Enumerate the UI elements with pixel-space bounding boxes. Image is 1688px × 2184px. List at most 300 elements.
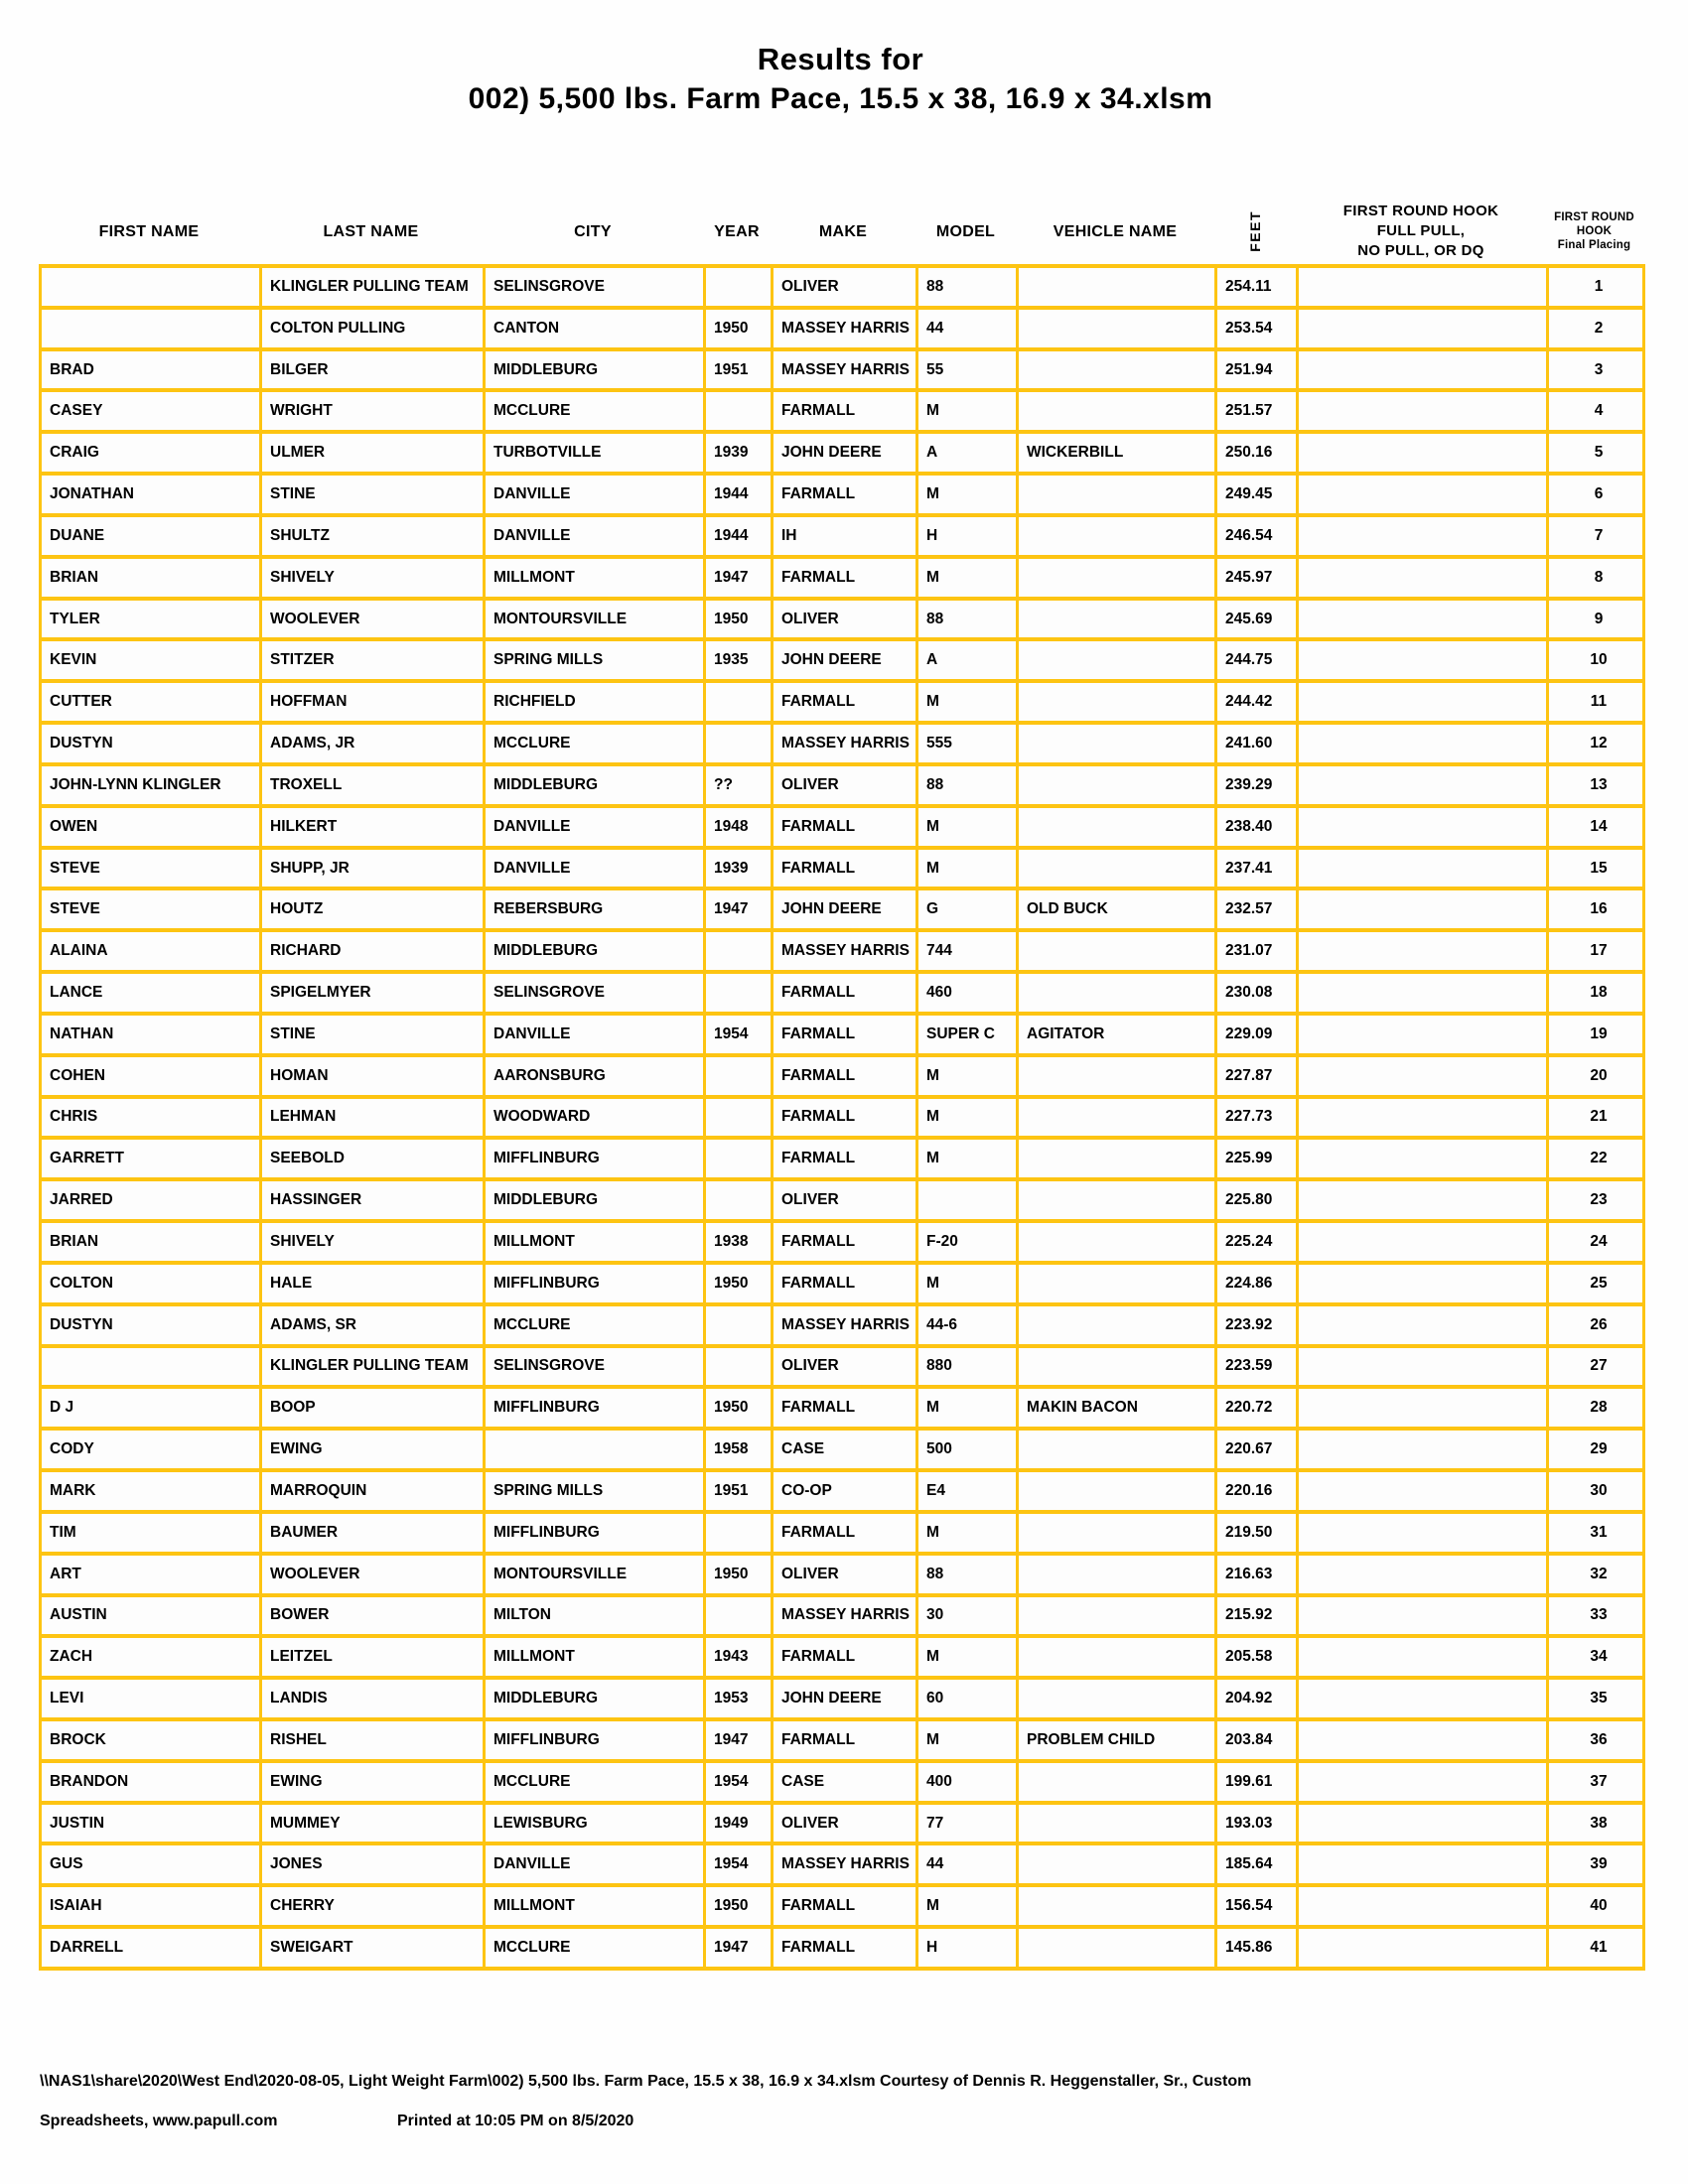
cell-vehicle-name <box>1018 723 1216 764</box>
cell-last-name: ADAMS, JR <box>261 723 485 764</box>
cell-first-name: GUS <box>41 1843 261 1885</box>
cell-final-placing: 39 <box>1548 1843 1644 1885</box>
cell-feet: 238.40 <box>1216 806 1298 848</box>
cell-feet: 185.64 <box>1216 1843 1298 1885</box>
cell-final-placing: 5 <box>1548 432 1644 474</box>
cell-year: 1947 <box>705 888 773 930</box>
cell-vehicle-name <box>1018 1636 1216 1678</box>
cell-last-name: HASSINGER <box>261 1179 485 1221</box>
cell-last-name: LANDIS <box>261 1678 485 1719</box>
cell-city: DANVILLE <box>485 474 705 515</box>
cell-first-round-hook <box>1298 1097 1548 1139</box>
table-row <box>41 1138 1644 1179</box>
cell-vehicle-name <box>1018 806 1216 848</box>
cell-model: M <box>917 1097 1018 1139</box>
table-row <box>41 723 1644 764</box>
cell-last-name: TROXELL <box>261 764 485 806</box>
cell-first-name: CASEY <box>41 390 261 432</box>
cell-year: 1950 <box>705 1885 773 1927</box>
cell-first-name: TIM <box>41 1512 261 1554</box>
cell-final-placing: 20 <box>1548 1055 1644 1097</box>
cell-feet: 145.86 <box>1216 1927 1298 1969</box>
cell-make: MASSEY HARRIS <box>773 1595 917 1637</box>
table-row <box>41 1014 1644 1055</box>
column-header-label: VEHICLE NAME <box>1053 222 1178 240</box>
cell-vehicle-name <box>1018 848 1216 889</box>
cell-feet: 245.97 <box>1216 557 1298 599</box>
cell-vehicle-name <box>1018 1304 1216 1346</box>
cell-city: MIFFLINBURG <box>485 1512 705 1554</box>
cell-make: OLIVER <box>773 266 917 308</box>
cell-model: M <box>917 806 1018 848</box>
cell-first-name: BRIAN <box>41 557 261 599</box>
cell-first-round-hook <box>1298 1803 1548 1844</box>
table-row <box>41 1885 1644 1927</box>
cell-year: 1944 <box>705 474 773 515</box>
cell-vehicle-name <box>1018 639 1216 681</box>
cell-first-name: D J <box>41 1387 261 1429</box>
cell-first-name <box>41 266 261 308</box>
cell-vehicle-name <box>1018 557 1216 599</box>
cell-first-name: KEVIN <box>41 639 261 681</box>
cell-model: 744 <box>917 930 1018 972</box>
cell-first-round-hook <box>1298 1304 1548 1346</box>
cell-last-name: STINE <box>261 474 485 515</box>
cell-city: SELINSGROVE <box>485 1346 705 1388</box>
table-row <box>41 1346 1644 1388</box>
results-tbody <box>41 266 1644 1969</box>
cell-year: 1954 <box>705 1843 773 1885</box>
cell-make: JOHN DEERE <box>773 432 917 474</box>
cell-final-placing: 28 <box>1548 1387 1644 1429</box>
cell-first-name: DARRELL <box>41 1927 261 1969</box>
cell-first-name: TYLER <box>41 599 261 640</box>
cell-city: MILLMONT <box>485 1221 705 1263</box>
table-row <box>41 308 1644 349</box>
cell-make: FARMALL <box>773 474 917 515</box>
column-header-first-name <box>39 199 259 264</box>
cell-first-round-hook <box>1298 1678 1548 1719</box>
table-row <box>41 390 1644 432</box>
cell-city: MCCLURE <box>485 1761 705 1803</box>
cell-city: LEWISBURG <box>485 1803 705 1844</box>
cell-first-name: CRAIG <box>41 432 261 474</box>
cell-make: OLIVER <box>773 1346 917 1388</box>
cell-year <box>705 723 773 764</box>
cell-vehicle-name <box>1018 1346 1216 1388</box>
results-table <box>39 264 1645 1971</box>
cell-final-placing: 35 <box>1548 1678 1644 1719</box>
cell-year: 1954 <box>705 1014 773 1055</box>
cell-last-name: SEEBOLD <box>261 1138 485 1179</box>
cell-last-name: HOMAN <box>261 1055 485 1097</box>
cell-model: M <box>917 1263 1018 1304</box>
column-header-label: MAKE <box>818 222 868 240</box>
cell-vehicle-name <box>1018 1179 1216 1221</box>
cell-final-placing: 11 <box>1548 681 1644 723</box>
cell-final-placing: 31 <box>1548 1512 1644 1554</box>
cell-model: M <box>917 1885 1018 1927</box>
cell-final-placing: 19 <box>1548 1014 1644 1055</box>
cell-city: MCCLURE <box>485 1927 705 1969</box>
column-header-last-name <box>259 199 483 264</box>
cell-vehicle-name: WICKERBILL <box>1018 432 1216 474</box>
cell-feet: 230.08 <box>1216 972 1298 1014</box>
cell-last-name: MARROQUIN <box>261 1470 485 1512</box>
column-header-vehicle-name <box>1016 199 1214 264</box>
cell-final-placing: 27 <box>1548 1346 1644 1388</box>
cell-last-name: RISHEL <box>261 1719 485 1761</box>
cell-make: FARMALL <box>773 1097 917 1139</box>
cell-feet: 232.57 <box>1216 888 1298 930</box>
cell-year <box>705 1097 773 1139</box>
cell-make: OLIVER <box>773 764 917 806</box>
table-row <box>41 1803 1644 1844</box>
cell-model: 400 <box>917 1761 1018 1803</box>
cell-city: MILTON <box>485 1595 705 1637</box>
cell-last-name: MUMMEY <box>261 1803 485 1844</box>
cell-first-name: ISAIAH <box>41 1885 261 1927</box>
cell-year: 1951 <box>705 1470 773 1512</box>
cell-model: M <box>917 390 1018 432</box>
cell-last-name: JONES <box>261 1843 485 1885</box>
cell-year: 1951 <box>705 349 773 391</box>
cell-first-name: CHRIS <box>41 1097 261 1139</box>
cell-make: JOHN DEERE <box>773 639 917 681</box>
cell-city: MCCLURE <box>485 390 705 432</box>
cell-last-name: SWEIGART <box>261 1927 485 1969</box>
cell-model <box>917 1179 1018 1221</box>
cell-vehicle-name <box>1018 515 1216 557</box>
cell-first-name: COHEN <box>41 1055 261 1097</box>
cell-make: FARMALL <box>773 1387 917 1429</box>
cell-final-placing: 37 <box>1548 1761 1644 1803</box>
cell-model: M <box>917 848 1018 889</box>
cell-first-round-hook <box>1298 1719 1548 1761</box>
table-row <box>41 930 1644 972</box>
cell-last-name: LEHMAN <box>261 1097 485 1139</box>
cell-vehicle-name: OLD BUCK <box>1018 888 1216 930</box>
cell-final-placing: 25 <box>1548 1263 1644 1304</box>
cell-city: MILLMONT <box>485 557 705 599</box>
cell-city: MIDDLEBURG <box>485 930 705 972</box>
cell-vehicle-name <box>1018 1512 1216 1554</box>
cell-last-name: STINE <box>261 1014 485 1055</box>
cell-feet: 246.54 <box>1216 515 1298 557</box>
cell-last-name: LEITZEL <box>261 1636 485 1678</box>
cell-year: 1950 <box>705 1263 773 1304</box>
cell-first-round-hook <box>1298 1843 1548 1885</box>
cell-first-round-hook <box>1298 515 1548 557</box>
cell-first-name: DUANE <box>41 515 261 557</box>
cell-first-name: CUTTER <box>41 681 261 723</box>
cell-make: MASSEY HARRIS <box>773 308 917 349</box>
column-header-label: YEAR <box>714 222 760 240</box>
column-header-label: LAST NAME <box>323 222 419 240</box>
cell-first-round-hook <box>1298 806 1548 848</box>
cell-model: M <box>917 1138 1018 1179</box>
column-header-first-round-hook <box>1296 199 1546 264</box>
cell-vehicle-name <box>1018 1138 1216 1179</box>
cell-model: M <box>917 1636 1018 1678</box>
cell-make: MASSEY HARRIS <box>773 1304 917 1346</box>
table-row <box>41 1387 1644 1429</box>
table-row <box>41 1221 1644 1263</box>
cell-feet: 245.69 <box>1216 599 1298 640</box>
cell-city: MIDDLEBURG <box>485 349 705 391</box>
table-row <box>41 474 1644 515</box>
cell-feet: 251.94 <box>1216 349 1298 391</box>
table-row <box>41 681 1644 723</box>
cell-first-round-hook <box>1298 1761 1548 1803</box>
cell-first-name: DUSTYN <box>41 1304 261 1346</box>
cell-first-name: ALAINA <box>41 930 261 972</box>
cell-first-name: CODY <box>41 1429 261 1470</box>
table-row <box>41 1179 1644 1221</box>
cell-last-name: BOOP <box>261 1387 485 1429</box>
cell-final-placing: 3 <box>1548 349 1644 391</box>
cell-feet: 241.60 <box>1216 723 1298 764</box>
cell-first-round-hook <box>1298 349 1548 391</box>
cell-final-placing: 12 <box>1548 723 1644 764</box>
cell-final-placing: 26 <box>1548 1304 1644 1346</box>
cell-last-name: BILGER <box>261 349 485 391</box>
cell-feet: 156.54 <box>1216 1885 1298 1927</box>
cell-first-round-hook <box>1298 1927 1548 1969</box>
cell-make: CASE <box>773 1429 917 1470</box>
cell-vehicle-name <box>1018 266 1216 308</box>
cell-feet: 204.92 <box>1216 1678 1298 1719</box>
cell-last-name: RICHARD <box>261 930 485 972</box>
cell-year: 1943 <box>705 1636 773 1678</box>
cell-year: 1947 <box>705 557 773 599</box>
cell-feet: 250.16 <box>1216 432 1298 474</box>
cell-first-name: JOHN-LYNN KLINGLER <box>41 764 261 806</box>
cell-make: FARMALL <box>773 1014 917 1055</box>
cell-make: FARMALL <box>773 1138 917 1179</box>
cell-final-placing: 33 <box>1548 1595 1644 1637</box>
cell-make: FARMALL <box>773 1263 917 1304</box>
cell-year <box>705 1304 773 1346</box>
cell-model: 88 <box>917 599 1018 640</box>
cell-last-name: HOFFMAN <box>261 681 485 723</box>
cell-model: 44-6 <box>917 1304 1018 1346</box>
cell-first-name: NATHAN <box>41 1014 261 1055</box>
column-header-feet <box>1214 199 1296 264</box>
cell-year: 1947 <box>705 1719 773 1761</box>
cell-final-placing: 13 <box>1548 764 1644 806</box>
cell-last-name: COLTON PULLING <box>261 308 485 349</box>
cell-first-name: ZACH <box>41 1636 261 1678</box>
cell-last-name: STITZER <box>261 639 485 681</box>
cell-first-round-hook <box>1298 888 1548 930</box>
cell-model: F-20 <box>917 1221 1018 1263</box>
table-row <box>41 1678 1644 1719</box>
column-header-label: FIRST ROUND <box>1554 211 1634 223</box>
cell-first-round-hook <box>1298 266 1548 308</box>
cell-first-name: JONATHAN <box>41 474 261 515</box>
cell-city: DANVILLE <box>485 1014 705 1055</box>
cell-vehicle-name: AGITATOR <box>1018 1014 1216 1055</box>
cell-model: G <box>917 888 1018 930</box>
table-row <box>41 1512 1644 1554</box>
cell-final-placing: 22 <box>1548 1138 1644 1179</box>
column-header-label: FEET <box>1246 210 1263 252</box>
cell-city: MCCLURE <box>485 1304 705 1346</box>
cell-year: 1954 <box>705 1761 773 1803</box>
cell-year: 1938 <box>705 1221 773 1263</box>
cell-vehicle-name <box>1018 1843 1216 1885</box>
cell-first-name: BROCK <box>41 1719 261 1761</box>
cell-final-placing: 24 <box>1548 1221 1644 1263</box>
cell-year <box>705 930 773 972</box>
table-row <box>41 1470 1644 1512</box>
column-header-label: CITY <box>574 222 612 240</box>
cell-model: A <box>917 639 1018 681</box>
cell-year: 1950 <box>705 599 773 640</box>
cell-first-round-hook <box>1298 1346 1548 1388</box>
cell-city: SPRING MILLS <box>485 639 705 681</box>
cell-year: 1939 <box>705 848 773 889</box>
cell-vehicle-name <box>1018 1927 1216 1969</box>
cell-city: CANTON <box>485 308 705 349</box>
cell-year <box>705 1138 773 1179</box>
table-row <box>41 557 1644 599</box>
cell-feet: 199.61 <box>1216 1761 1298 1803</box>
cell-final-placing: 9 <box>1548 599 1644 640</box>
cell-model: 44 <box>917 1843 1018 1885</box>
cell-first-round-hook <box>1298 1263 1548 1304</box>
cell-final-placing: 4 <box>1548 390 1644 432</box>
cell-first-round-hook <box>1298 390 1548 432</box>
cell-model: M <box>917 474 1018 515</box>
cell-city: AARONSBURG <box>485 1055 705 1097</box>
cell-make: OLIVER <box>773 599 917 640</box>
cell-model: 880 <box>917 1346 1018 1388</box>
cell-final-placing: 7 <box>1548 515 1644 557</box>
column-header-label: FIRST NAME <box>98 222 200 240</box>
cell-first-name: STEVE <box>41 888 261 930</box>
cell-city: MILLMONT <box>485 1885 705 1927</box>
cell-last-name: HILKERT <box>261 806 485 848</box>
cell-first-name <box>41 1346 261 1388</box>
cell-feet: 220.67 <box>1216 1429 1298 1470</box>
cell-first-round-hook <box>1298 1221 1548 1263</box>
cell-last-name: BOWER <box>261 1595 485 1637</box>
cell-final-placing: 8 <box>1548 557 1644 599</box>
footer-file-path: \\NAS1\share\2020\West End\2020-08-05, Light Weight Farm\002) 5,500 lbs. Farm Pace, 15.5 x 38, 16.9 x 34.xlsm Courtesy of Dennis R. Heggenstaller, Sr., Custom <box>40 2073 1252 2090</box>
cell-first-name: STEVE <box>41 848 261 889</box>
cell-first-round-hook <box>1298 723 1548 764</box>
column-header-label: HOOK <box>1576 225 1613 237</box>
cell-first-round-hook <box>1298 308 1548 349</box>
cell-last-name: WOOLEVER <box>261 599 485 640</box>
cell-final-placing: 1 <box>1548 266 1644 308</box>
cell-make: OLIVER <box>773 1803 917 1844</box>
cell-year: 1950 <box>705 1387 773 1429</box>
table-row <box>41 1719 1644 1761</box>
table-row <box>41 1055 1644 1097</box>
cell-first-name <box>41 308 261 349</box>
cell-feet: 193.03 <box>1216 1803 1298 1844</box>
cell-model: 88 <box>917 1554 1018 1595</box>
column-header-label: NO PULL, OR DQ <box>1357 242 1484 259</box>
cell-year <box>705 390 773 432</box>
cell-make: MASSEY HARRIS <box>773 349 917 391</box>
cell-model: 30 <box>917 1595 1018 1637</box>
table-row <box>41 1429 1644 1470</box>
cell-first-name: ART <box>41 1554 261 1595</box>
cell-feet: 229.09 <box>1216 1014 1298 1055</box>
cell-final-placing: 29 <box>1548 1429 1644 1470</box>
cell-last-name: SHIVELY <box>261 1221 485 1263</box>
cell-first-name: BRIAN <box>41 1221 261 1263</box>
cell-final-placing: 17 <box>1548 930 1644 972</box>
footer-website: Spreadsheets, www.papull.com <box>40 2113 278 2129</box>
cell-make: MASSEY HARRIS <box>773 723 917 764</box>
title-line-2: 002) 5,500 lbs. Farm Pace, 15.5 x 38, 16.9 x 34.xlsm <box>468 82 1213 115</box>
cell-model: M <box>917 1055 1018 1097</box>
cell-last-name: BAUMER <box>261 1512 485 1554</box>
cell-feet: 249.45 <box>1216 474 1298 515</box>
column-header-make <box>771 199 915 264</box>
cell-model: H <box>917 1927 1018 1969</box>
cell-year: 1948 <box>705 806 773 848</box>
cell-last-name: EWING <box>261 1761 485 1803</box>
cell-feet: 239.29 <box>1216 764 1298 806</box>
cell-first-round-hook <box>1298 1055 1548 1097</box>
cell-feet: 219.50 <box>1216 1512 1298 1554</box>
cell-first-round-hook <box>1298 1014 1548 1055</box>
cell-first-round-hook <box>1298 1387 1548 1429</box>
cell-first-round-hook <box>1298 1636 1548 1678</box>
cell-make: FARMALL <box>773 806 917 848</box>
cell-first-round-hook <box>1298 848 1548 889</box>
cell-final-placing: 21 <box>1548 1097 1644 1139</box>
cell-feet: 225.99 <box>1216 1138 1298 1179</box>
cell-final-placing: 23 <box>1548 1179 1644 1221</box>
cell-make: MASSEY HARRIS <box>773 1843 917 1885</box>
cell-year: 1939 <box>705 432 773 474</box>
cell-city: MIDDLEBURG <box>485 764 705 806</box>
cell-city <box>485 1429 705 1470</box>
table-row <box>41 1304 1644 1346</box>
cell-city: MIFFLINBURG <box>485 1138 705 1179</box>
cell-first-name: DUSTYN <box>41 723 261 764</box>
cell-year: 1950 <box>705 1554 773 1595</box>
cell-vehicle-name <box>1018 1429 1216 1470</box>
cell-final-placing: 15 <box>1548 848 1644 889</box>
cell-feet: 227.73 <box>1216 1097 1298 1139</box>
column-headers <box>39 199 1642 264</box>
cell-vehicle-name <box>1018 390 1216 432</box>
cell-feet: 251.57 <box>1216 390 1298 432</box>
cell-make: JOHN DEERE <box>773 888 917 930</box>
cell-make: CASE <box>773 1761 917 1803</box>
column-header-label: FULL PULL, <box>1376 222 1466 239</box>
cell-feet: 254.11 <box>1216 266 1298 308</box>
cell-model: M <box>917 1719 1018 1761</box>
cell-first-round-hook <box>1298 557 1548 599</box>
cell-final-placing: 36 <box>1548 1719 1644 1761</box>
cell-city: MONTOURSVILLE <box>485 1554 705 1595</box>
cell-vehicle-name <box>1018 1803 1216 1844</box>
cell-feet: 216.63 <box>1216 1554 1298 1595</box>
cell-first-round-hook <box>1298 599 1548 640</box>
cell-vehicle-name <box>1018 930 1216 972</box>
cell-model: A <box>917 432 1018 474</box>
table-row <box>41 888 1644 930</box>
